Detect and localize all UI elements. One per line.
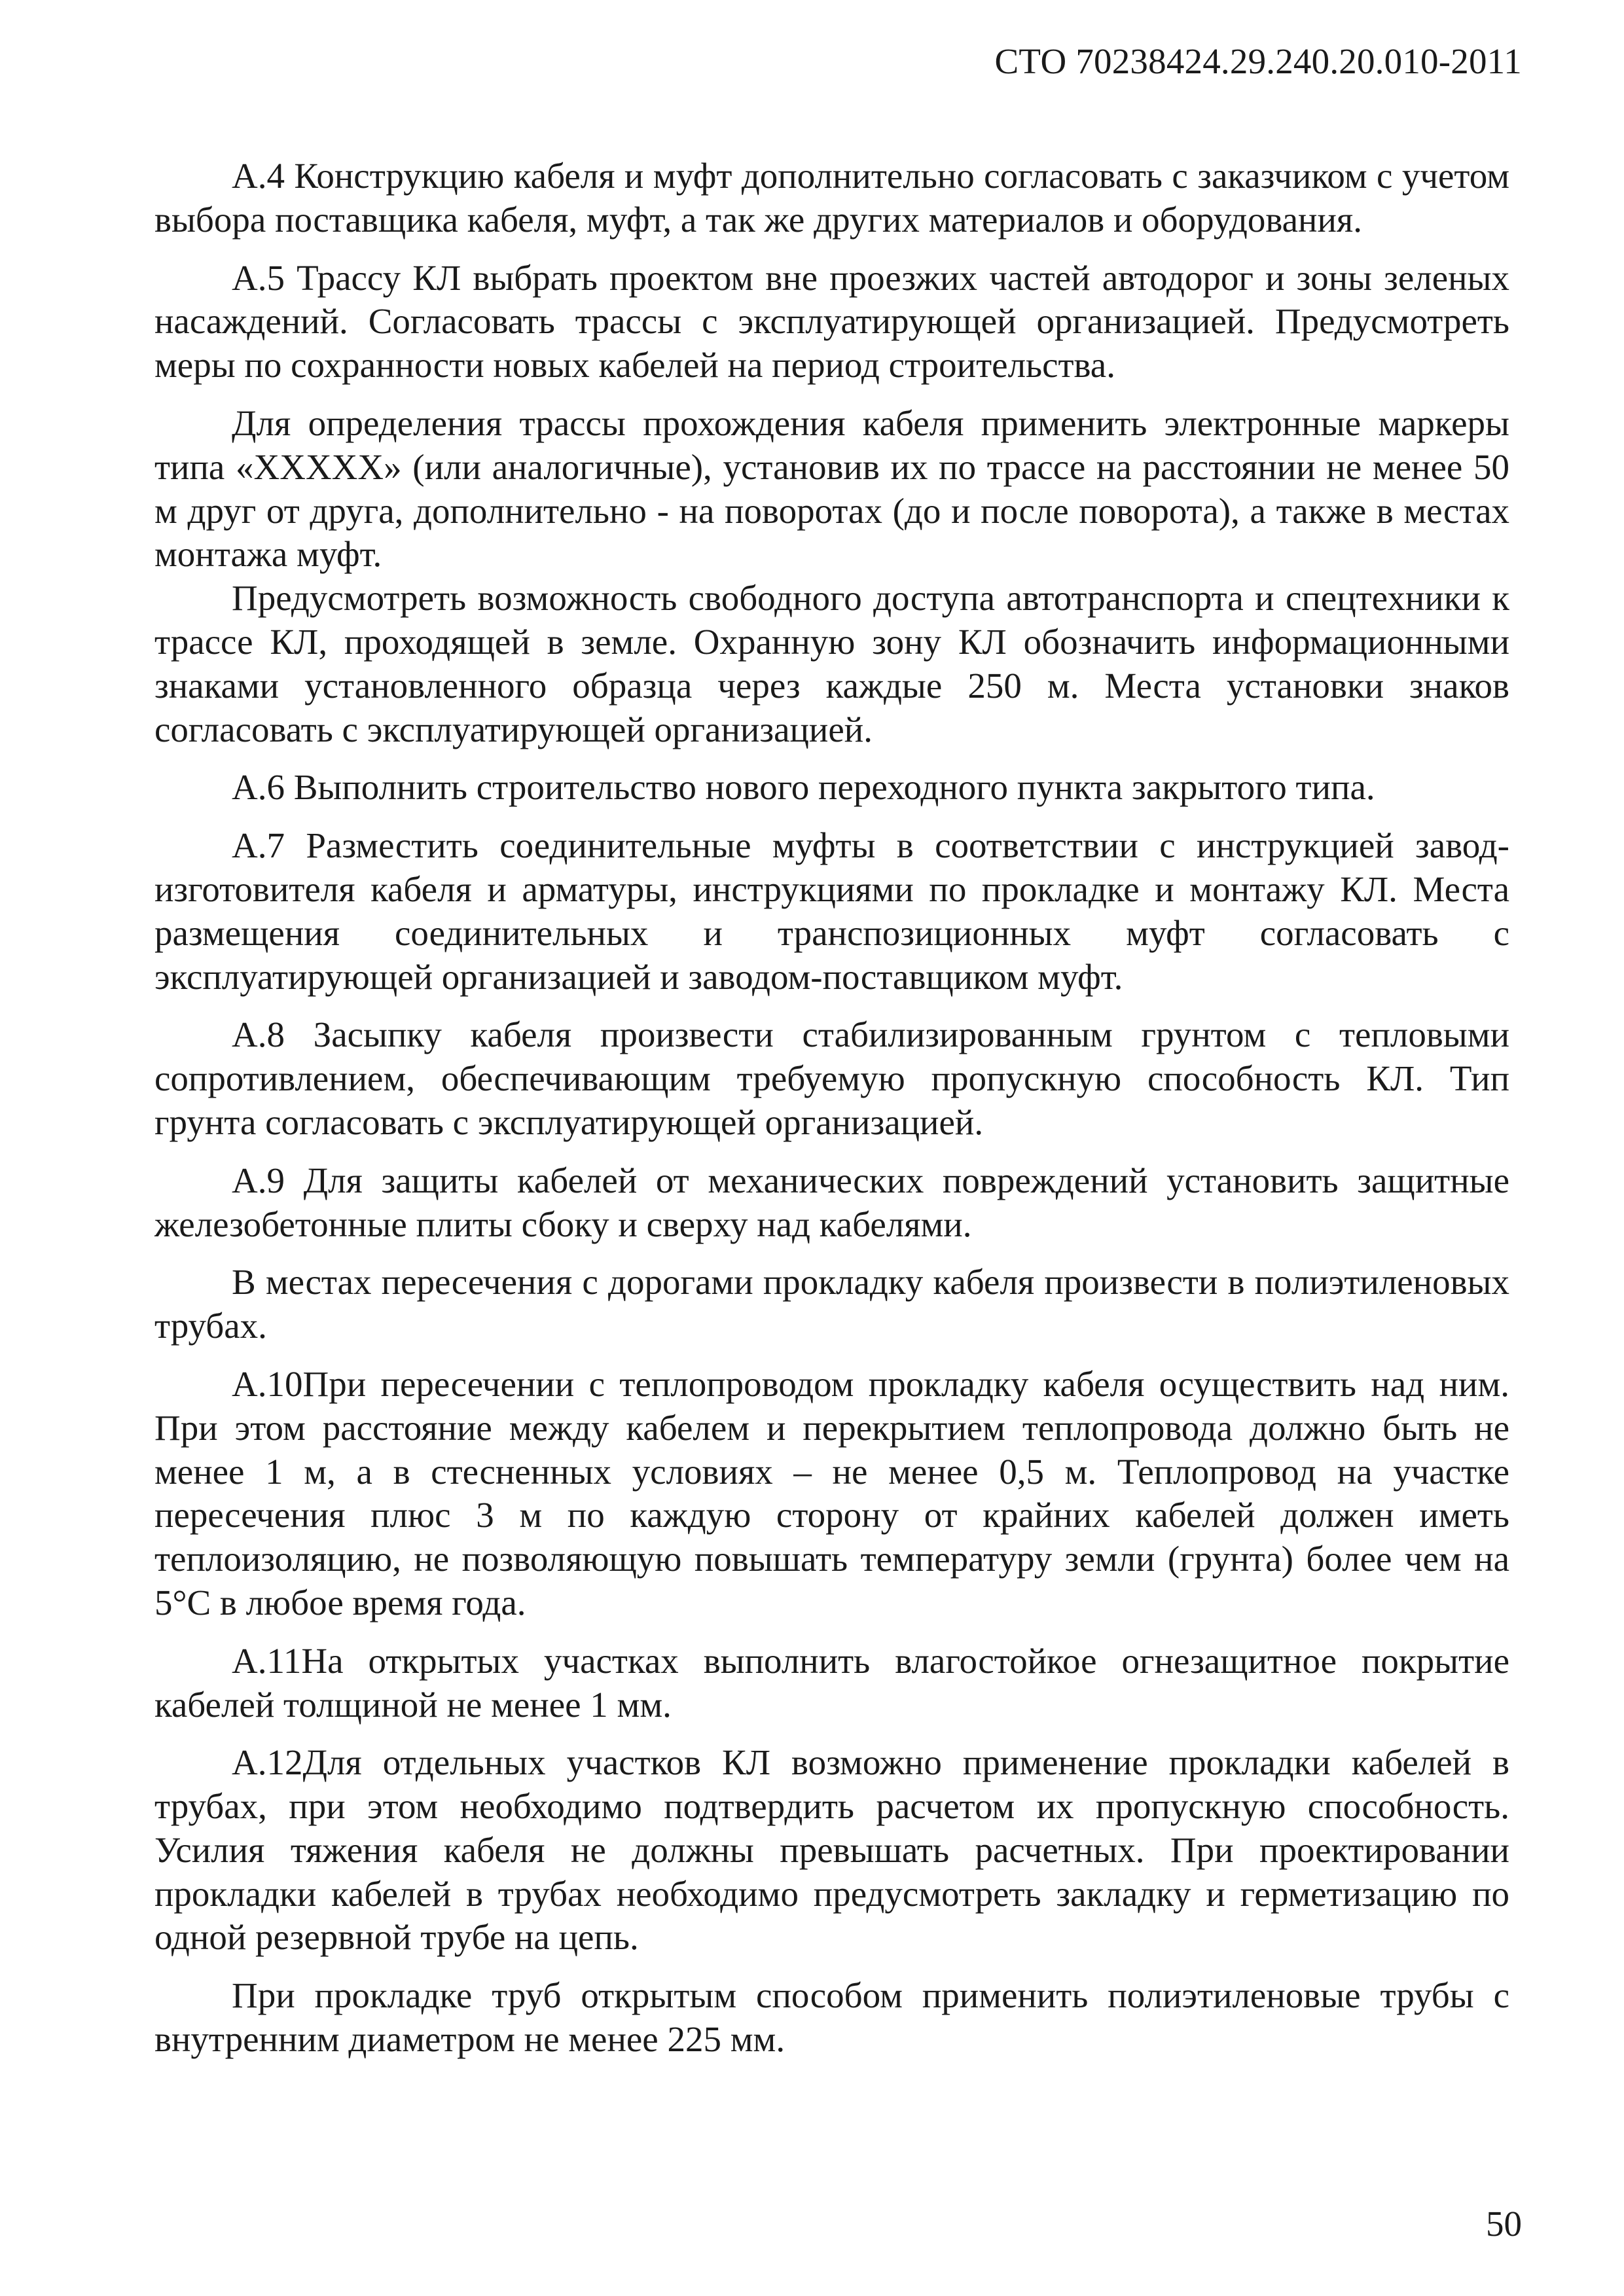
- paragraph-a11: А.11На открытых участках выполнить влагостойкое огнезащитное покрытие кабелей толщиной не менее 1 мм.: [154, 1640, 1509, 1725]
- paragraph-a4: А.4 Конструкцию кабеля и муфт дополнительно согласовать с заказчиком с учетом выбора поставщика кабеля, муфт, а так же других материалов и оборудования.: [154, 156, 1509, 240]
- paragraph-a8: А.8 Засыпку кабеля произвести стабилизированным грунтом с тепловыми сопротивлением, обеспечивающим требуемую пропускную способность КЛ. Тип грунта согласовать с эксплуатирующей организацией.: [154, 1014, 1509, 1142]
- paragraph-a5-access: Предусмотреть возможность свободного доступа автотранспорта и спецтехники к трассе КЛ, проходящей в земле. Охранную зону КЛ обозначить информационными знаками установленного образца через каждые 250 м. Места установки знаков согласовать с эксплуатирующей организацией.: [154, 578, 1509, 749]
- paragraph-a10: А.10При пересечении с теплопроводом прокладку кабеля осуществить над ним. При этом расстояние между кабелем и перекрытием теплопровода должно быть не менее 1 м, а в стесненных условиях – не менее 0,5 м. Теплопровод на участке пересечения плюс 3 м по каждую сторону от крайних кабелей должен иметь теплоизоляцию, не позволяющую повышать температуру земли (грунта) более чем на 5°С в любое время года.: [154, 1363, 1509, 1623]
- paragraph-a12: А.12Для отдельных участков КЛ возможно применение прокладки кабелей в трубах, при этом необходимо подтвердить расчетом их пропускную способность. Усилия тяжения кабеля не должны превышать расчетных. При проектировании прокладки кабелей в трубах необходимо предусмотреть закладку и герметизацию по одной резервной трубе на цепь.: [154, 1742, 1509, 1958]
- paragraph-a6: А.6 Выполнить строительство нового переходного пункта закрытого типа.: [232, 767, 1375, 808]
- paragraph-a12-pipes: При прокладке труб открытым способом применить полиэтиленовые трубы с внутренним диаметром не менее 225 мм.: [154, 1975, 1509, 2060]
- document-body: [154, 154, 1509, 2076]
- paragraph-a9: А.9 Для защиты кабелей от механических повреждений установить защитные железобетонные плиты сбоку и сверху над кабелями.: [154, 1160, 1509, 1244]
- paragraph-a9-roads: В местах пересечения с дорогами прокладку кабеля произвести в полиэтиленовых трубах.: [154, 1262, 1509, 1346]
- paragraph-a7: А.7 Разместить соединительные муфты в соответствии с инструкцией завод-изготовителя кабеля и арматуры, инструкциями по прокладке и монтажу КЛ. Места размещения соединительных и транспозиционных муфт согласовать с эксплуатирующей организацией и заводом-поставщиком муфт.: [154, 825, 1509, 997]
- page-number: 50: [1486, 2204, 1522, 2244]
- paragraph-a5-markers: Для определения трассы прохождения кабеля применить электронные маркеры типа «ХХХХХ» (или аналогичные), установив их по трассе на расстоянии не менее 50 м друг от друга, дополнительно - на поворотах (до и после поворота), а также в местах монтажа муфт.: [154, 403, 1509, 575]
- paragraph-a5: А.5 Трассу КЛ выбрать проектом вне проезжих частей автодорог и зоны зеленых насаждений. Согласовать трассы с эксплуатирующей организацией. Предусмотреть меры по сохранности новых кабелей на период строительства.: [154, 257, 1509, 386]
- document-code-header: СТО 70238424.29.240.20.010-2011: [994, 41, 1522, 81]
